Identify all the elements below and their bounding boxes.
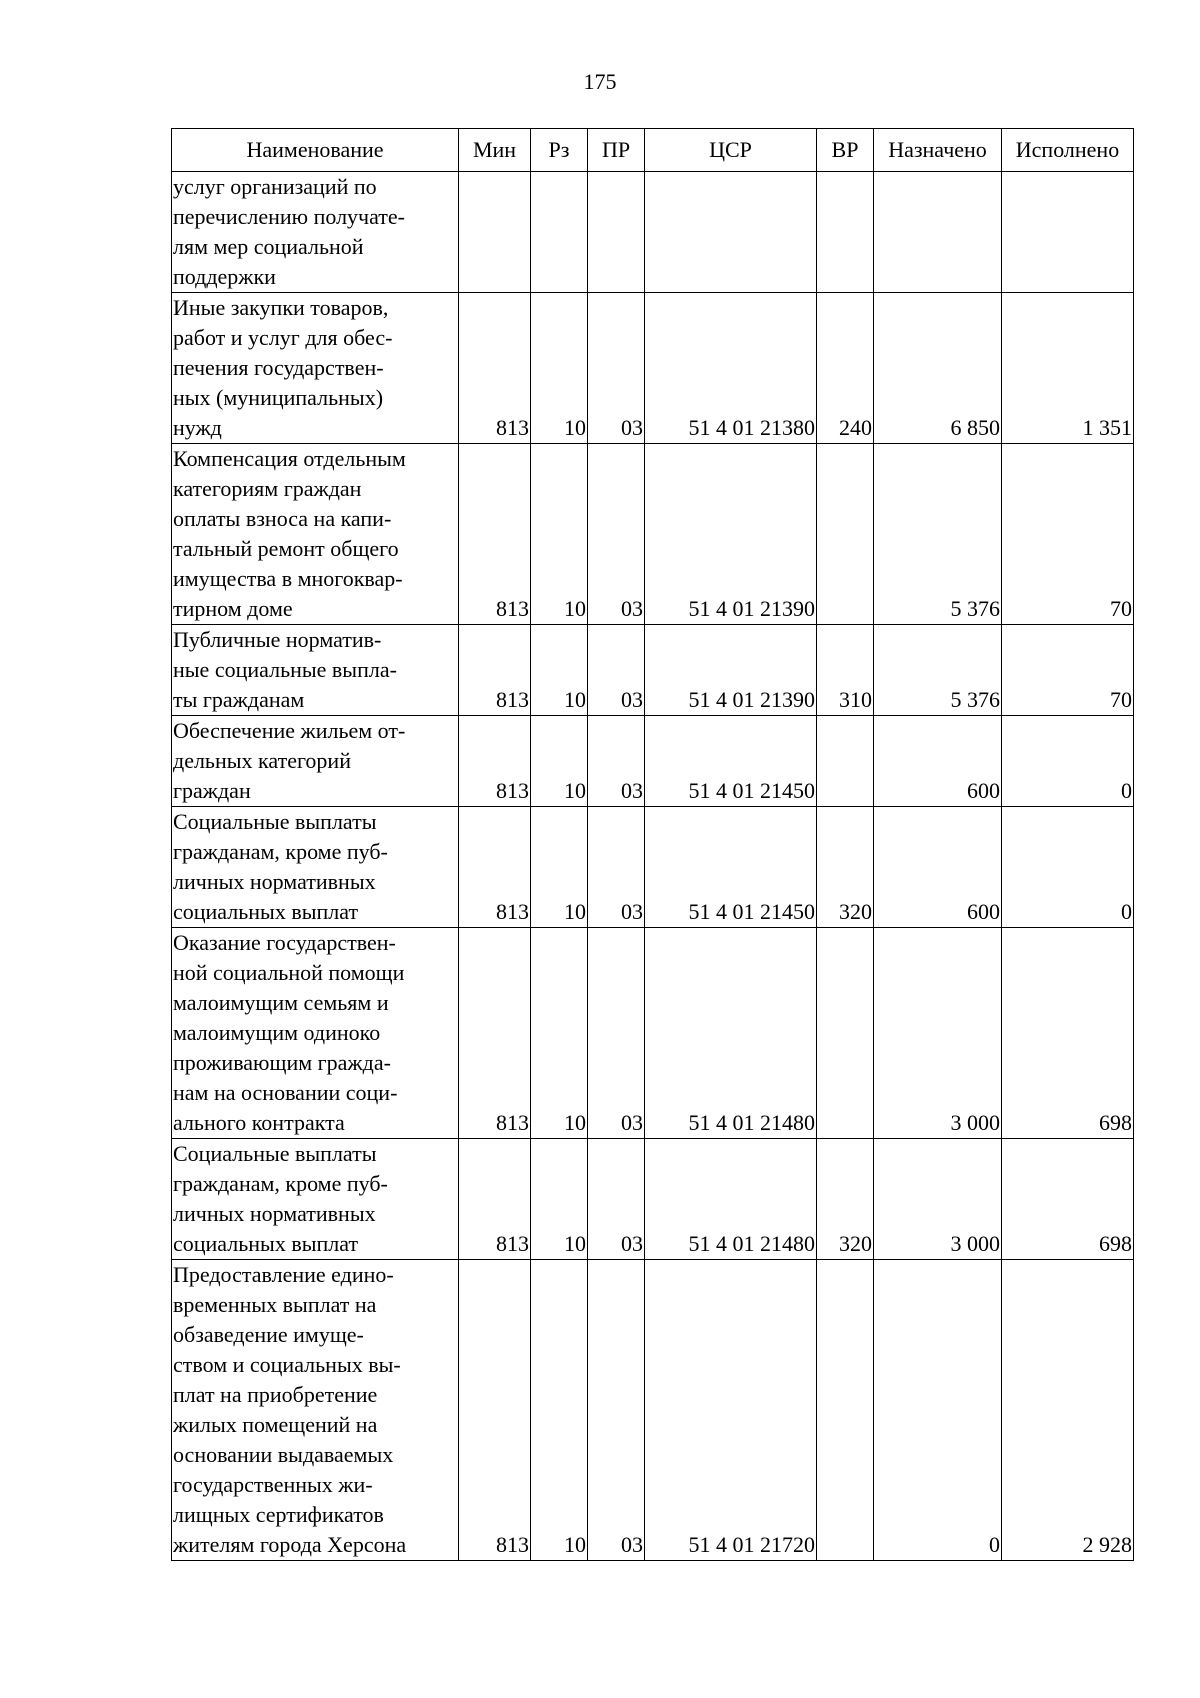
cell-min: 813 xyxy=(459,807,531,928)
table-row xyxy=(172,172,1134,293)
row-name-line: Иные закупки товаров, xyxy=(173,295,389,320)
row-name-line: малоимущим одиноко xyxy=(173,1020,381,1045)
row-name-line: жителям города Херсона xyxy=(173,1532,407,1557)
row-name-line: оплаты взноса на капи- xyxy=(173,506,392,531)
row-name-line: работ и услуг для обес- xyxy=(173,325,393,350)
cell-vr xyxy=(817,1260,874,1561)
cell-executed xyxy=(1002,172,1134,293)
table-row xyxy=(172,716,1134,807)
row-name-cell xyxy=(172,1139,459,1260)
row-name-line: ального контракта xyxy=(173,1110,345,1135)
row-name-line: Компенсация отдельным xyxy=(173,446,406,471)
header-assigned: Назначено xyxy=(874,129,1002,172)
header-csr: ЦСР xyxy=(645,129,817,172)
cell-vr: 240 xyxy=(817,293,874,444)
row-name-cell xyxy=(172,625,459,716)
header-executed: Исполнено xyxy=(1002,129,1134,172)
cell-min xyxy=(459,172,531,293)
row-name-line: ных (муниципальных) xyxy=(173,385,384,410)
cell-assigned: 6 850 xyxy=(874,293,1002,444)
header-name: Наименование xyxy=(172,129,459,172)
cell-executed: 698 xyxy=(1002,928,1134,1139)
cell-csr: 51 4 01 21720 xyxy=(645,1260,817,1561)
cell-min: 813 xyxy=(459,625,531,716)
cell-rz: 10 xyxy=(531,807,588,928)
cell-executed: 0 xyxy=(1002,716,1134,807)
cell-executed: 70 xyxy=(1002,444,1134,625)
row-name-line: тальный ремонт общего xyxy=(173,536,399,561)
row-name-line: личных нормативных xyxy=(173,1201,376,1226)
cell-pr: 03 xyxy=(588,716,645,807)
cell-rz: 10 xyxy=(531,293,588,444)
cell-rz: 10 xyxy=(531,716,588,807)
row-name-line: перечислению получате- xyxy=(173,204,406,229)
cell-assigned: 3 000 xyxy=(874,1139,1002,1260)
table-row xyxy=(172,444,1134,625)
row-name-line: ством и социальных вы- xyxy=(173,1352,401,1377)
row-name-line: малоимущим семьям и xyxy=(173,990,389,1015)
cell-pr: 03 xyxy=(588,444,645,625)
cell-rz: 10 xyxy=(531,928,588,1139)
cell-rz: 10 xyxy=(531,1260,588,1561)
row-name-line: социальных выплат xyxy=(173,899,359,924)
cell-assigned: 3 000 xyxy=(874,928,1002,1139)
row-name-line: тирном доме xyxy=(173,596,293,621)
row-name-cell xyxy=(172,293,459,444)
row-name-line: временных выплат на xyxy=(173,1292,377,1317)
cell-executed: 2 928 xyxy=(1002,1260,1134,1561)
cell-csr: 51 4 01 21380 xyxy=(645,293,817,444)
cell-rz xyxy=(531,172,588,293)
cell-vr: 320 xyxy=(817,1139,874,1260)
row-name-line: государственных жи- xyxy=(173,1472,373,1497)
row-name-cell xyxy=(172,807,459,928)
row-name-cell xyxy=(172,172,459,293)
cell-pr: 03 xyxy=(588,625,645,716)
row-name-line: печения государствен- xyxy=(173,355,384,380)
row-name-line: Оказание государствен- xyxy=(173,930,396,955)
row-name-line: услуг организаций по xyxy=(173,174,377,199)
row-name-line: основании выдаваемых xyxy=(173,1442,394,1467)
row-name-cell xyxy=(172,1260,459,1561)
cell-executed: 70 xyxy=(1002,625,1134,716)
cell-csr: 51 4 01 21450 xyxy=(645,716,817,807)
row-name-line: категориям граждан xyxy=(173,476,362,501)
cell-pr: 03 xyxy=(588,1139,645,1260)
row-name-line: имущества в многоквар- xyxy=(173,566,403,591)
cell-pr: 03 xyxy=(588,293,645,444)
cell-pr: 03 xyxy=(588,807,645,928)
cell-executed: 0 xyxy=(1002,807,1134,928)
table-header-row xyxy=(172,129,1134,172)
row-name-line: ные социальные выпла- xyxy=(173,657,397,682)
row-name-cell xyxy=(172,928,459,1139)
cell-assigned: 600 xyxy=(874,716,1002,807)
cell-csr: 51 4 01 21480 xyxy=(645,928,817,1139)
cell-vr xyxy=(817,172,874,293)
table-body xyxy=(172,172,1134,1561)
cell-assigned: 5 376 xyxy=(874,625,1002,716)
row-name-line: обзаведение имуще- xyxy=(173,1322,364,1347)
row-name-line: Социальные выплаты xyxy=(173,1141,377,1166)
cell-vr: 310 xyxy=(817,625,874,716)
cell-vr xyxy=(817,716,874,807)
row-name-line: граждан xyxy=(173,778,251,803)
table-row xyxy=(172,807,1134,928)
cell-csr: 51 4 01 21480 xyxy=(645,1139,817,1260)
cell-csr: 51 4 01 21390 xyxy=(645,625,817,716)
row-name-line: гражданам, кроме пуб- xyxy=(173,1171,388,1196)
header-rz: Рз xyxy=(531,129,588,172)
cell-assigned: 5 376 xyxy=(874,444,1002,625)
cell-min: 813 xyxy=(459,716,531,807)
row-name-line: социальных выплат xyxy=(173,1231,359,1256)
header-pr: ПР xyxy=(588,129,645,172)
cell-rz: 10 xyxy=(531,1139,588,1260)
cell-min: 813 xyxy=(459,1260,531,1561)
row-name-line: Обеспечение жильем от- xyxy=(173,718,406,743)
row-name-line: Социальные выплаты xyxy=(173,809,377,834)
row-name-line: поддержки xyxy=(173,264,276,289)
cell-executed: 698 xyxy=(1002,1139,1134,1260)
row-name-cell xyxy=(172,716,459,807)
row-name-line: нам на основании соци- xyxy=(173,1080,398,1105)
cell-pr: 03 xyxy=(588,1260,645,1561)
row-name-line: Публичные норматив- xyxy=(173,627,382,652)
row-name-line: гражданам, кроме пуб- xyxy=(173,839,388,864)
cell-pr xyxy=(588,172,645,293)
cell-rz: 10 xyxy=(531,444,588,625)
cell-vr xyxy=(817,444,874,625)
row-name-line: плат на приобретение xyxy=(173,1382,378,1407)
cell-csr xyxy=(645,172,817,293)
table-row xyxy=(172,1260,1134,1561)
row-name-line: дельных категорий xyxy=(173,748,351,773)
cell-csr: 51 4 01 21450 xyxy=(645,807,817,928)
table-row xyxy=(172,625,1134,716)
row-name-line: ты гражданам xyxy=(173,687,305,712)
cell-pr: 03 xyxy=(588,928,645,1139)
table-row xyxy=(172,1139,1134,1260)
row-name-line: лям мер социальной xyxy=(173,234,364,259)
row-name-line: ной социальной помощи xyxy=(173,960,405,985)
cell-executed: 1 351 xyxy=(1002,293,1134,444)
header-vr: ВР xyxy=(817,129,874,172)
row-name-line: личных нормативных xyxy=(173,869,376,894)
row-name-line: проживающим гражда- xyxy=(173,1050,391,1075)
page-number: 175 xyxy=(583,69,617,94)
cell-assigned: 0 xyxy=(874,1260,1002,1561)
table-row xyxy=(172,928,1134,1139)
row-name-line: лищных сертификатов xyxy=(173,1502,384,1527)
header-min: Мин xyxy=(459,129,531,172)
cell-rz: 10 xyxy=(531,625,588,716)
cell-assigned: 600 xyxy=(874,807,1002,928)
cell-min: 813 xyxy=(459,928,531,1139)
cell-min: 813 xyxy=(459,1139,531,1260)
cell-min: 813 xyxy=(459,293,531,444)
row-name-line: нужд xyxy=(173,415,222,440)
cell-vr xyxy=(817,928,874,1139)
row-name-cell xyxy=(172,444,459,625)
table-row xyxy=(172,293,1134,444)
cell-assigned xyxy=(874,172,1002,293)
cell-csr: 51 4 01 21390 xyxy=(645,444,817,625)
cell-min: 813 xyxy=(459,444,531,625)
cell-vr: 320 xyxy=(817,807,874,928)
row-name-line: жилых помещений на xyxy=(173,1412,378,1437)
budget-table xyxy=(171,128,1134,1561)
row-name-line: Предоставление едино- xyxy=(173,1262,394,1287)
